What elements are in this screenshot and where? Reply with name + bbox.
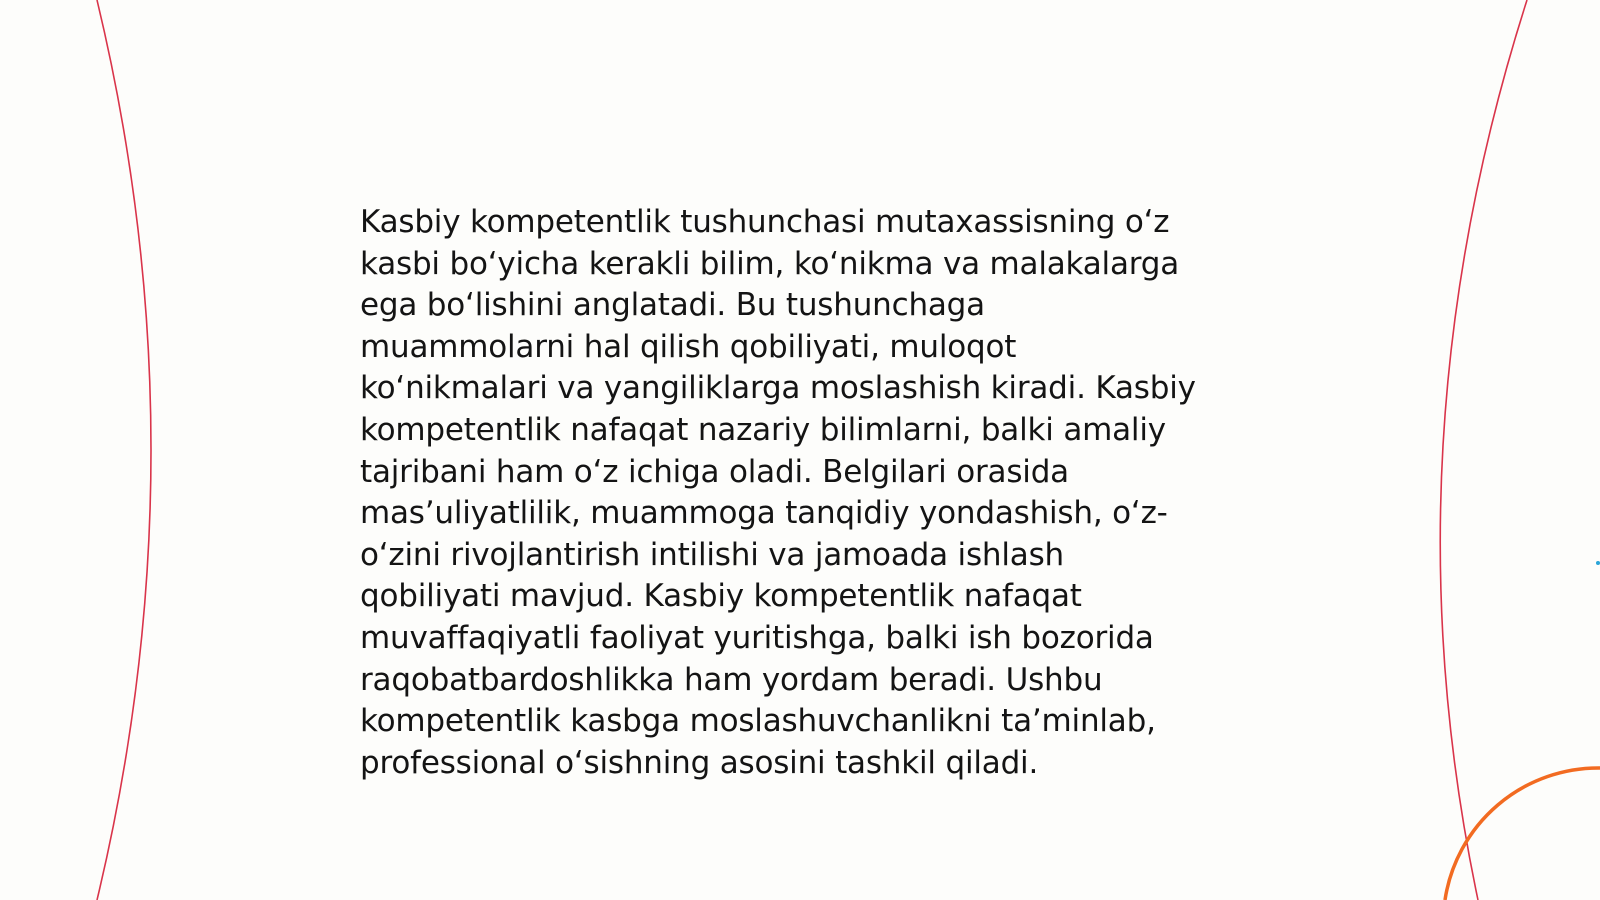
paragraph-line: o‘zini rivojlantirish intilishi va jamoada ishlash: [360, 536, 1064, 573]
paragraph-line: kompetentlik kasbga moslashuvchanlikni ta’minlab,: [360, 703, 1156, 740]
paragraph-line: kasbi bo‘yicha kerakli bilim, ko‘nikma va malakalarga: [360, 245, 1180, 282]
paragraph-line: ko‘nikmalari va yangiliklarga moslashish kiradi. Kasbiy: [360, 370, 1196, 407]
paragraph-line: ega bo‘lishini anglatadi. Bu tushunchaga: [360, 287, 985, 324]
body-paragraph: [360, 202, 1250, 784]
paragraph-line: muvaffaqiyatli faoliyat yuritishga, balki ish bozorida: [360, 619, 1154, 656]
orange-arc: [1445, 768, 1600, 900]
left-curve-line: [97, 0, 151, 900]
paragraph-line: muammolarni hal qilish qobiliyati, muloqot: [360, 328, 1017, 365]
paragraph-line: raqobatbardoshlikka ham yordam beradi. Ushbu: [360, 661, 1103, 698]
paragraph-line: Kasbiy kompetentlik tushunchasi mutaxassisning o‘z: [360, 204, 1170, 240]
paragraph-line: mas’uliyatlilik, muammoga tanqidiy yondashish, o‘z-: [360, 495, 1168, 532]
paragraph-line: kompetentlik nafaqat nazariy bilimlarni, balki amaliy: [360, 411, 1166, 448]
paragraph-line: professional o‘sishning asosini tashkil qiladi.: [360, 744, 1039, 781]
blue-accent-dot: [1596, 561, 1600, 565]
right-curve-line: [1440, 0, 1527, 900]
paragraph-line: qobiliyati mavjud. Kasbiy kompetentlik nafaqat: [360, 578, 1082, 615]
paragraph-line: tajribani ham o‘z ichiga oladi. Belgilari orasida: [360, 453, 1069, 490]
